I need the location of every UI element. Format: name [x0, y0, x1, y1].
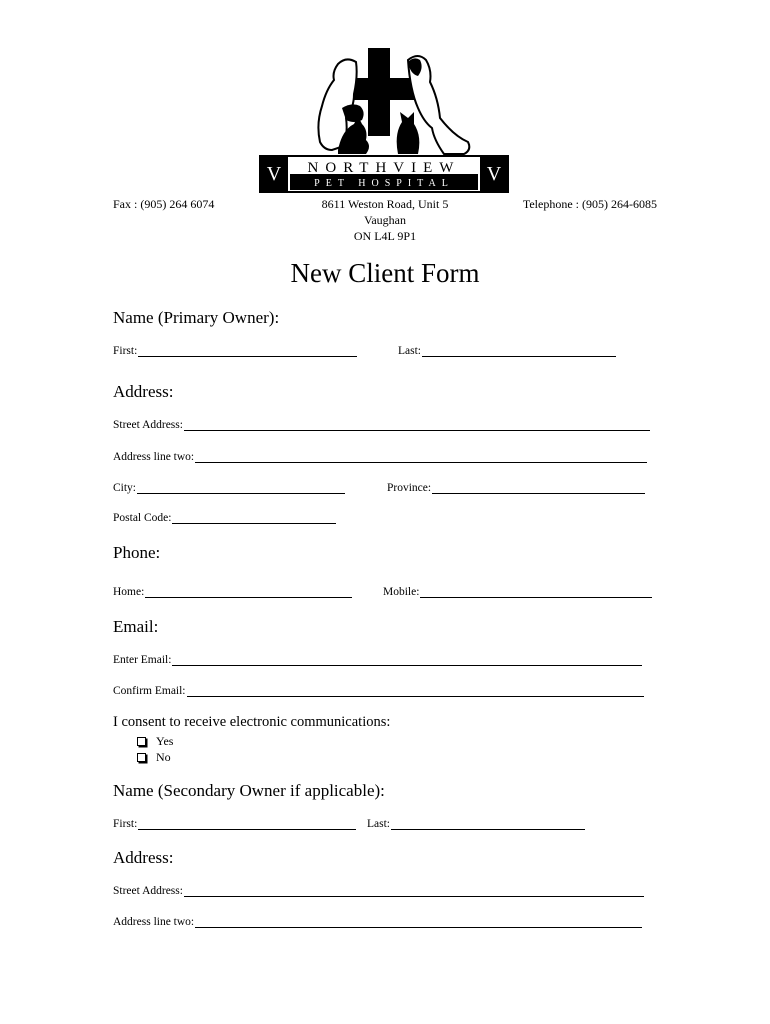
- phone-heading: Phone:: [113, 543, 161, 562]
- province-field[interactable]: [387, 482, 645, 494]
- confirm-email-line[interactable]: [187, 685, 644, 697]
- secondary-first-name-field[interactable]: [113, 818, 356, 830]
- street-address-line[interactable]: [184, 419, 650, 431]
- emblem-right-mark: V: [486, 163, 502, 185]
- primary-first-name-field[interactable]: [113, 345, 357, 357]
- hospital-logo: [258, 46, 510, 194]
- postal-code-line[interactable]: [172, 512, 336, 524]
- primary-last-line[interactable]: [422, 345, 616, 357]
- secondary-address-line-two-line[interactable]: [195, 916, 642, 928]
- home-phone-field[interactable]: [113, 586, 352, 598]
- email-heading: Email:: [113, 617, 159, 636]
- address-street: 8611 Weston Road, Unit 5: [321, 197, 449, 211]
- logo-artwork: [258, 46, 510, 194]
- primary-last-label: Last:: [398, 345, 421, 357]
- enter-email-label: Enter Email:: [113, 654, 172, 666]
- postal-code-field[interactable]: [113, 512, 336, 524]
- yes-label: Yes: [156, 734, 174, 748]
- consent-option-yes[interactable]: [137, 734, 173, 749]
- street-address-label: Street Address:: [113, 419, 183, 431]
- primary-first-label: First:: [113, 345, 138, 357]
- city-label: City:: [113, 482, 137, 494]
- confirm-email-label: Confirm Email:: [113, 685, 186, 697]
- no-checkbox[interactable]: [137, 753, 146, 762]
- consent-option-no[interactable]: [137, 750, 171, 765]
- secondary-first-label: First:: [113, 818, 138, 830]
- city-field[interactable]: [113, 482, 345, 494]
- street-address-field[interactable]: [113, 419, 650, 431]
- secondary-owner-heading: Name (Secondary Owner if applicable):: [113, 781, 385, 800]
- province-line[interactable]: [432, 482, 645, 494]
- address-line-two-line[interactable]: [195, 451, 647, 463]
- primary-first-line[interactable]: [138, 345, 357, 357]
- address-heading: Address:: [113, 382, 174, 401]
- secondary-street-address-line[interactable]: [184, 885, 644, 897]
- secondary-address-line-two-field[interactable]: [113, 916, 642, 928]
- address-line-two-field[interactable]: [113, 451, 647, 463]
- secondary-first-line[interactable]: [138, 818, 356, 830]
- address-postal: ON L4L 9P1: [353, 229, 417, 243]
- confirm-email-field[interactable]: [113, 685, 644, 697]
- address-line-two-label: Address line two:: [113, 451, 195, 463]
- clinic-address: [285, 196, 485, 244]
- enter-email-field[interactable]: [113, 654, 642, 666]
- primary-last-name-field[interactable]: [398, 345, 616, 357]
- logo-name-text: NORTHVIEW: [307, 160, 461, 176]
- emblem-left-mark: V: [266, 163, 282, 185]
- telephone-number: Telephone : (905) 264-6085: [522, 197, 657, 211]
- secondary-last-name-field[interactable]: [367, 818, 585, 830]
- fax-number: Fax : (905) 264 6074: [113, 197, 215, 211]
- postal-code-label: Postal Code:: [113, 512, 172, 524]
- form-title: New Client Form: [290, 258, 480, 288]
- mobile-phone-field[interactable]: [383, 586, 652, 598]
- consent-question: I consent to receive electronic communications:: [113, 714, 391, 730]
- home-phone-label: Home:: [113, 586, 145, 598]
- mobile-phone-label: Mobile:: [383, 586, 420, 598]
- cat-right-silhouette: [397, 112, 420, 154]
- secondary-address-heading: Address:: [113, 848, 174, 867]
- province-label: Province:: [387, 482, 432, 494]
- secondary-street-address-field[interactable]: [113, 885, 644, 897]
- yes-checkbox[interactable]: [137, 737, 146, 746]
- secondary-last-label: Last:: [367, 818, 390, 830]
- no-label: No: [156, 750, 171, 764]
- home-phone-line[interactable]: [145, 586, 352, 598]
- logo-subtitle-text: PET HOSPITAL: [314, 178, 454, 189]
- city-line[interactable]: [137, 482, 345, 494]
- primary-owner-heading: Name (Primary Owner):: [113, 308, 280, 327]
- mobile-phone-line[interactable]: [420, 586, 652, 598]
- secondary-last-line[interactable]: [391, 818, 585, 830]
- secondary-address-line-two-label: Address line two:: [113, 916, 195, 928]
- address-city: Vaughan: [364, 213, 406, 227]
- enter-email-line[interactable]: [172, 654, 642, 666]
- secondary-street-address-label: Street Address:: [113, 885, 183, 897]
